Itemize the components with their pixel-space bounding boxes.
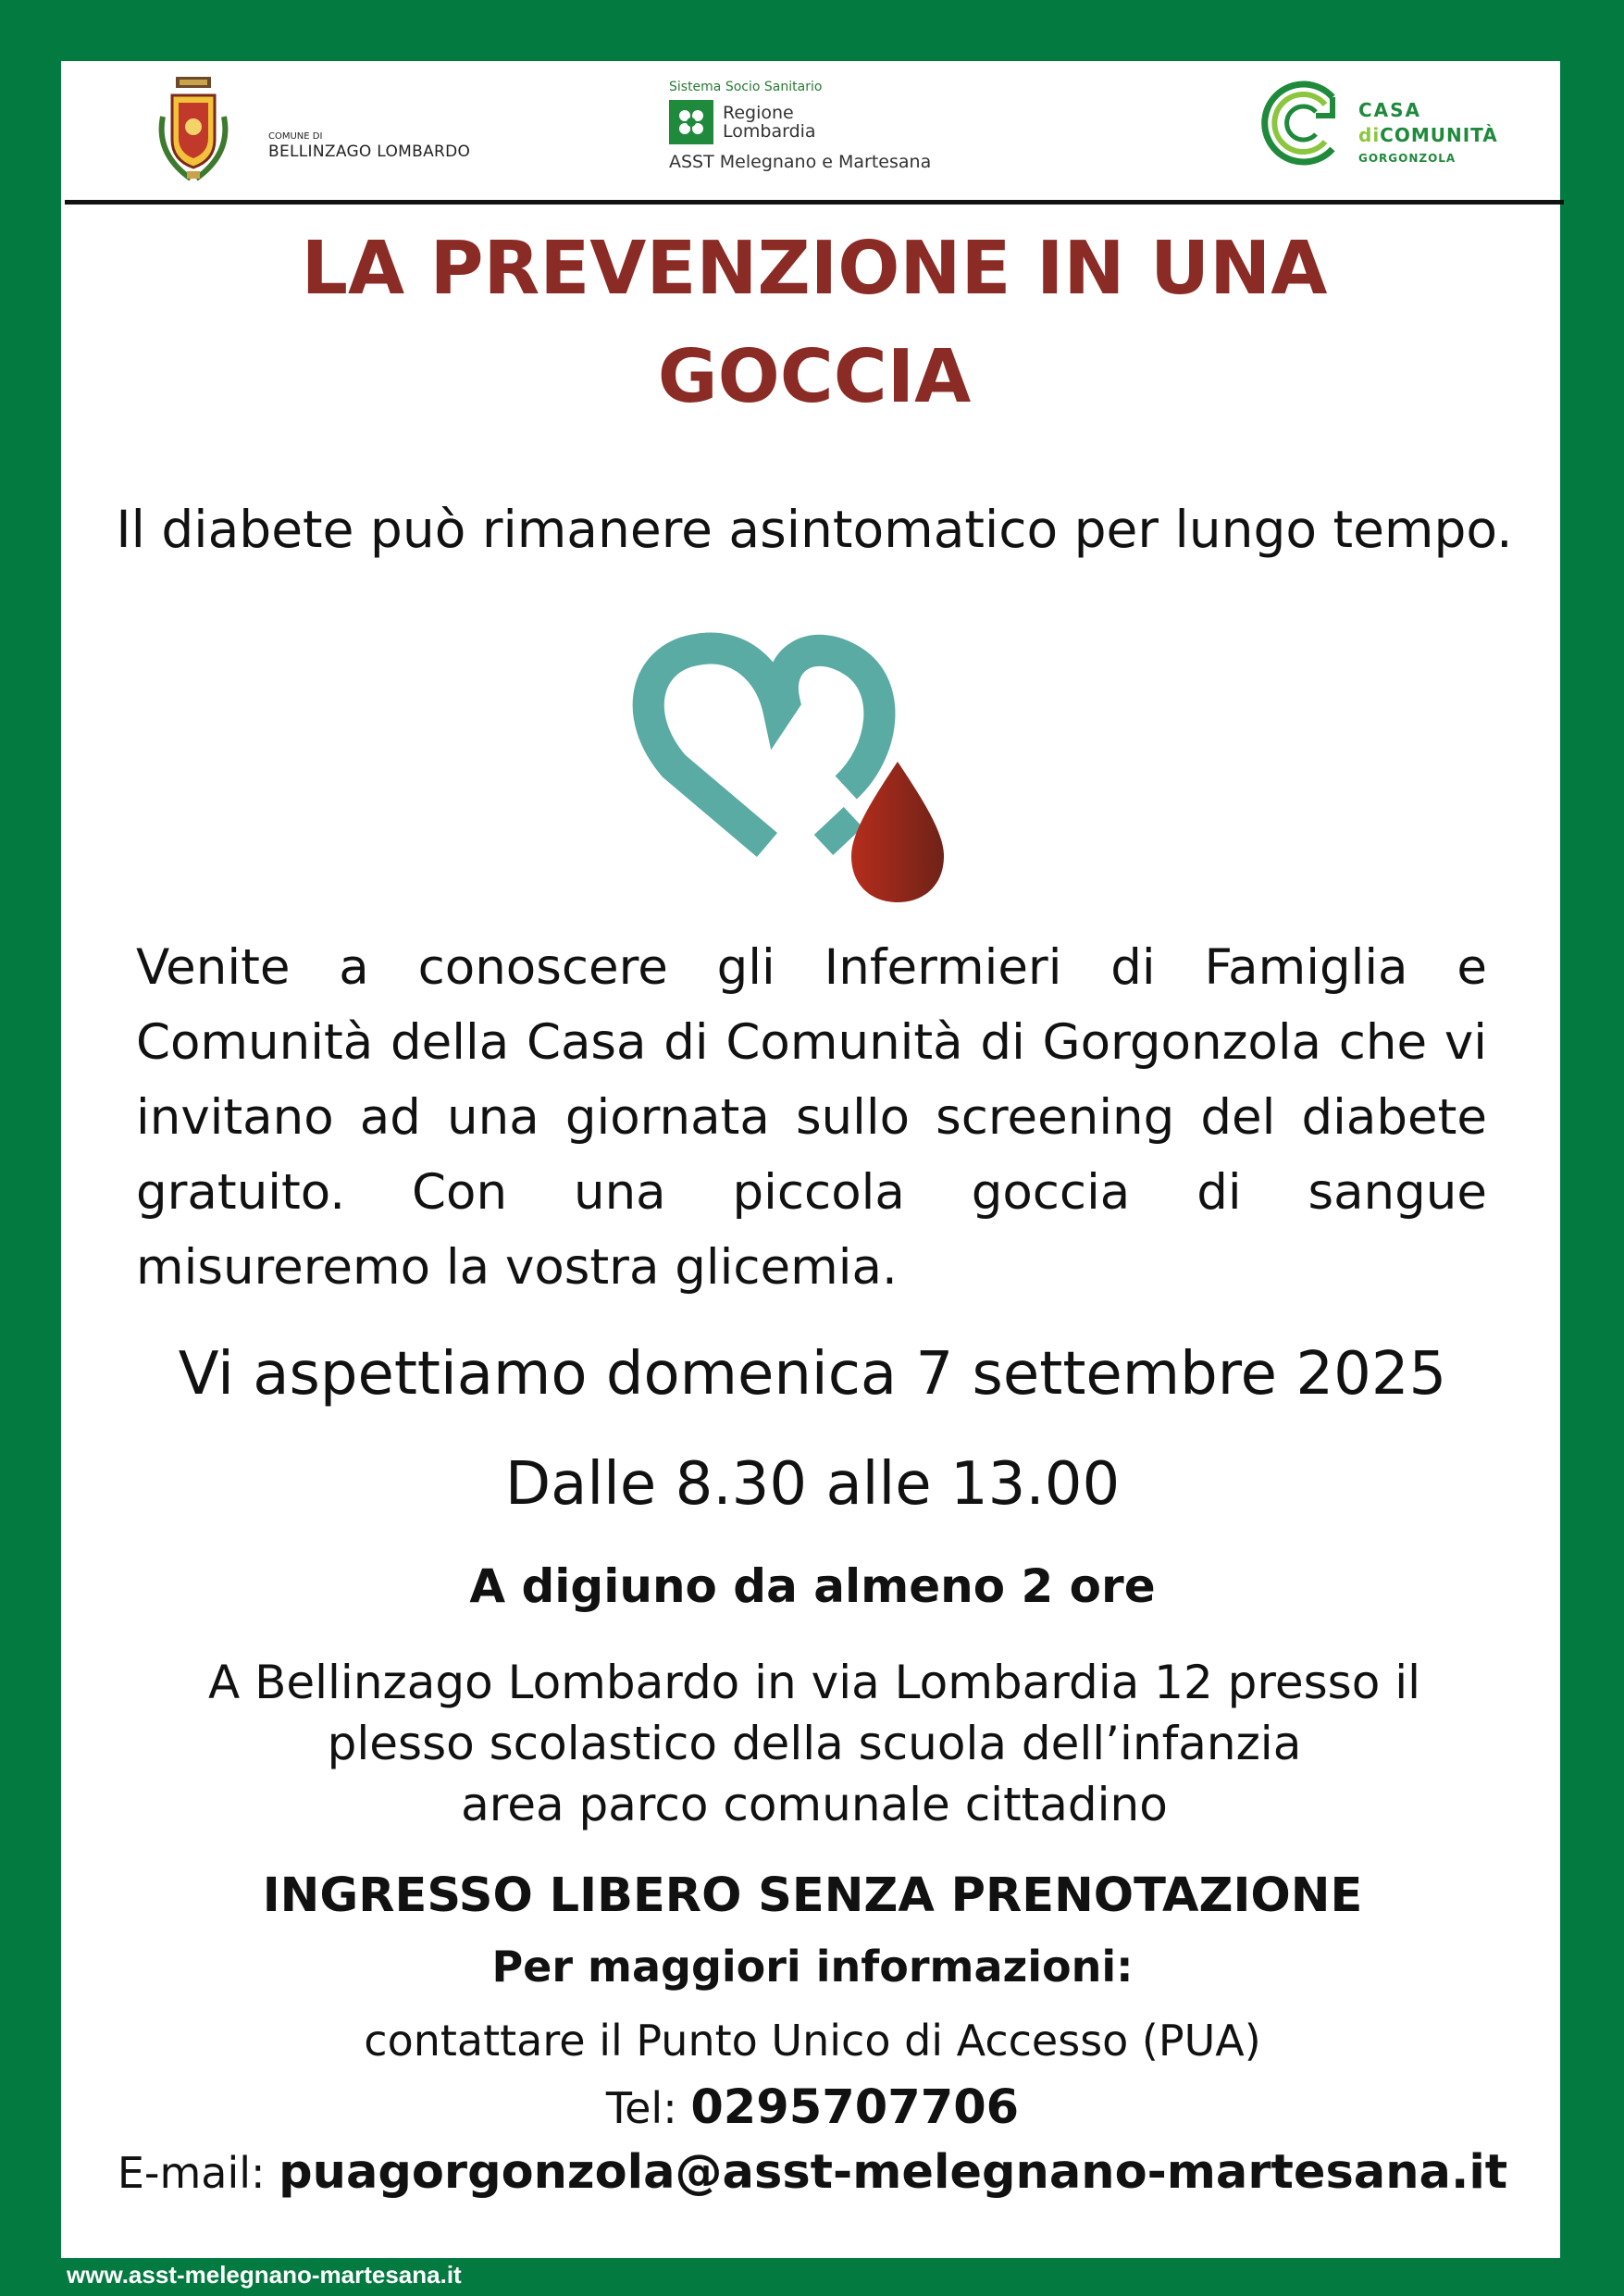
comune-logo <box>154 75 487 186</box>
comunita-word: COMUNITÀ <box>1380 124 1498 146</box>
phone-label: Tel: <box>605 2083 691 2133</box>
contact-line: contattare il Punto Unico di Accesso (PUA) <box>364 2016 1261 2066</box>
phone-number[interactable]: 0295707706 <box>690 2080 1020 2135</box>
email-line <box>65 2145 1560 2200</box>
subtitle: Il diabete può rimanere asintomatico per lungo tempo. <box>116 500 1513 559</box>
free-entry-notice: INGRESSO LIBERO SENZA PRENOTAZIONE <box>262 1868 1363 1923</box>
comune-label-small: COMUNE DI <box>268 131 323 142</box>
address-line3: area parco comunale cittadino <box>461 1778 1168 1831</box>
header-divider <box>65 200 1564 205</box>
casa-comunita-logo <box>1255 75 1532 186</box>
regione-name-line2: Lombardia <box>723 121 816 142</box>
casa-label: CASA <box>1358 99 1422 121</box>
regione-logo <box>669 80 974 181</box>
title-line1: LA PREVENZIONE IN UNA <box>301 226 1328 311</box>
event-time: Dalle 8.30 alle 13.00 <box>504 1450 1121 1519</box>
email-label: E-mail: <box>117 2148 279 2198</box>
comunita-prefix: di <box>1358 124 1381 146</box>
info-heading: Per maggiori informazioni: <box>491 1942 1134 1992</box>
header-logos <box>61 61 1560 200</box>
asst-label: ASST Melegnano e Martesana <box>669 152 932 172</box>
address-line1: A Bellinzago Lombardo in via Lombardia 12 presso il <box>207 1656 1420 1709</box>
comune-crest-icon <box>154 75 233 186</box>
regione-name <box>723 104 816 141</box>
body-paragraph: Venite a conoscere gli Infermieri di Famiglia e Comunità della Casa di Comunità di Gorgonzola che vi invitano ad una giornata sullo screening del diabete gratuito. Con una piccola goccia di sangue misureremo la vostra glicemia. <box>136 939 1487 1296</box>
title-line2: GOCCIA <box>657 334 972 419</box>
comunita-label <box>1358 124 1498 146</box>
casa-comunita-icon <box>1255 75 1351 171</box>
event-date: Vi aspettiamo domenica 7 settembre 2025 <box>178 1340 1447 1409</box>
footer-url[interactable]: www.asst-melegnano-martesana.it <box>67 2261 462 2289</box>
heart-drop-icon <box>620 625 990 939</box>
gorgonzola-label: GORGONZOLA <box>1358 152 1457 165</box>
email-address[interactable]: puagorgonzola@asst-melegnano-martesana.it <box>279 2145 1508 2200</box>
regione-name-line1: Regione <box>723 103 794 123</box>
phone-line <box>65 2080 1560 2135</box>
fasting-note: A digiuno da almeno 2 ore <box>469 1559 1156 1613</box>
comune-label: BELLINZAGO LOMBARDO <box>268 143 471 161</box>
event-address <box>130 1652 1499 1835</box>
page-title <box>74 215 1555 431</box>
address-line2: plesso scolastico della scuola dell’infanzia <box>327 1717 1302 1770</box>
regione-system-label: Sistema Socio Sanitario <box>669 80 823 94</box>
regione-lombardia-icon <box>669 100 713 144</box>
